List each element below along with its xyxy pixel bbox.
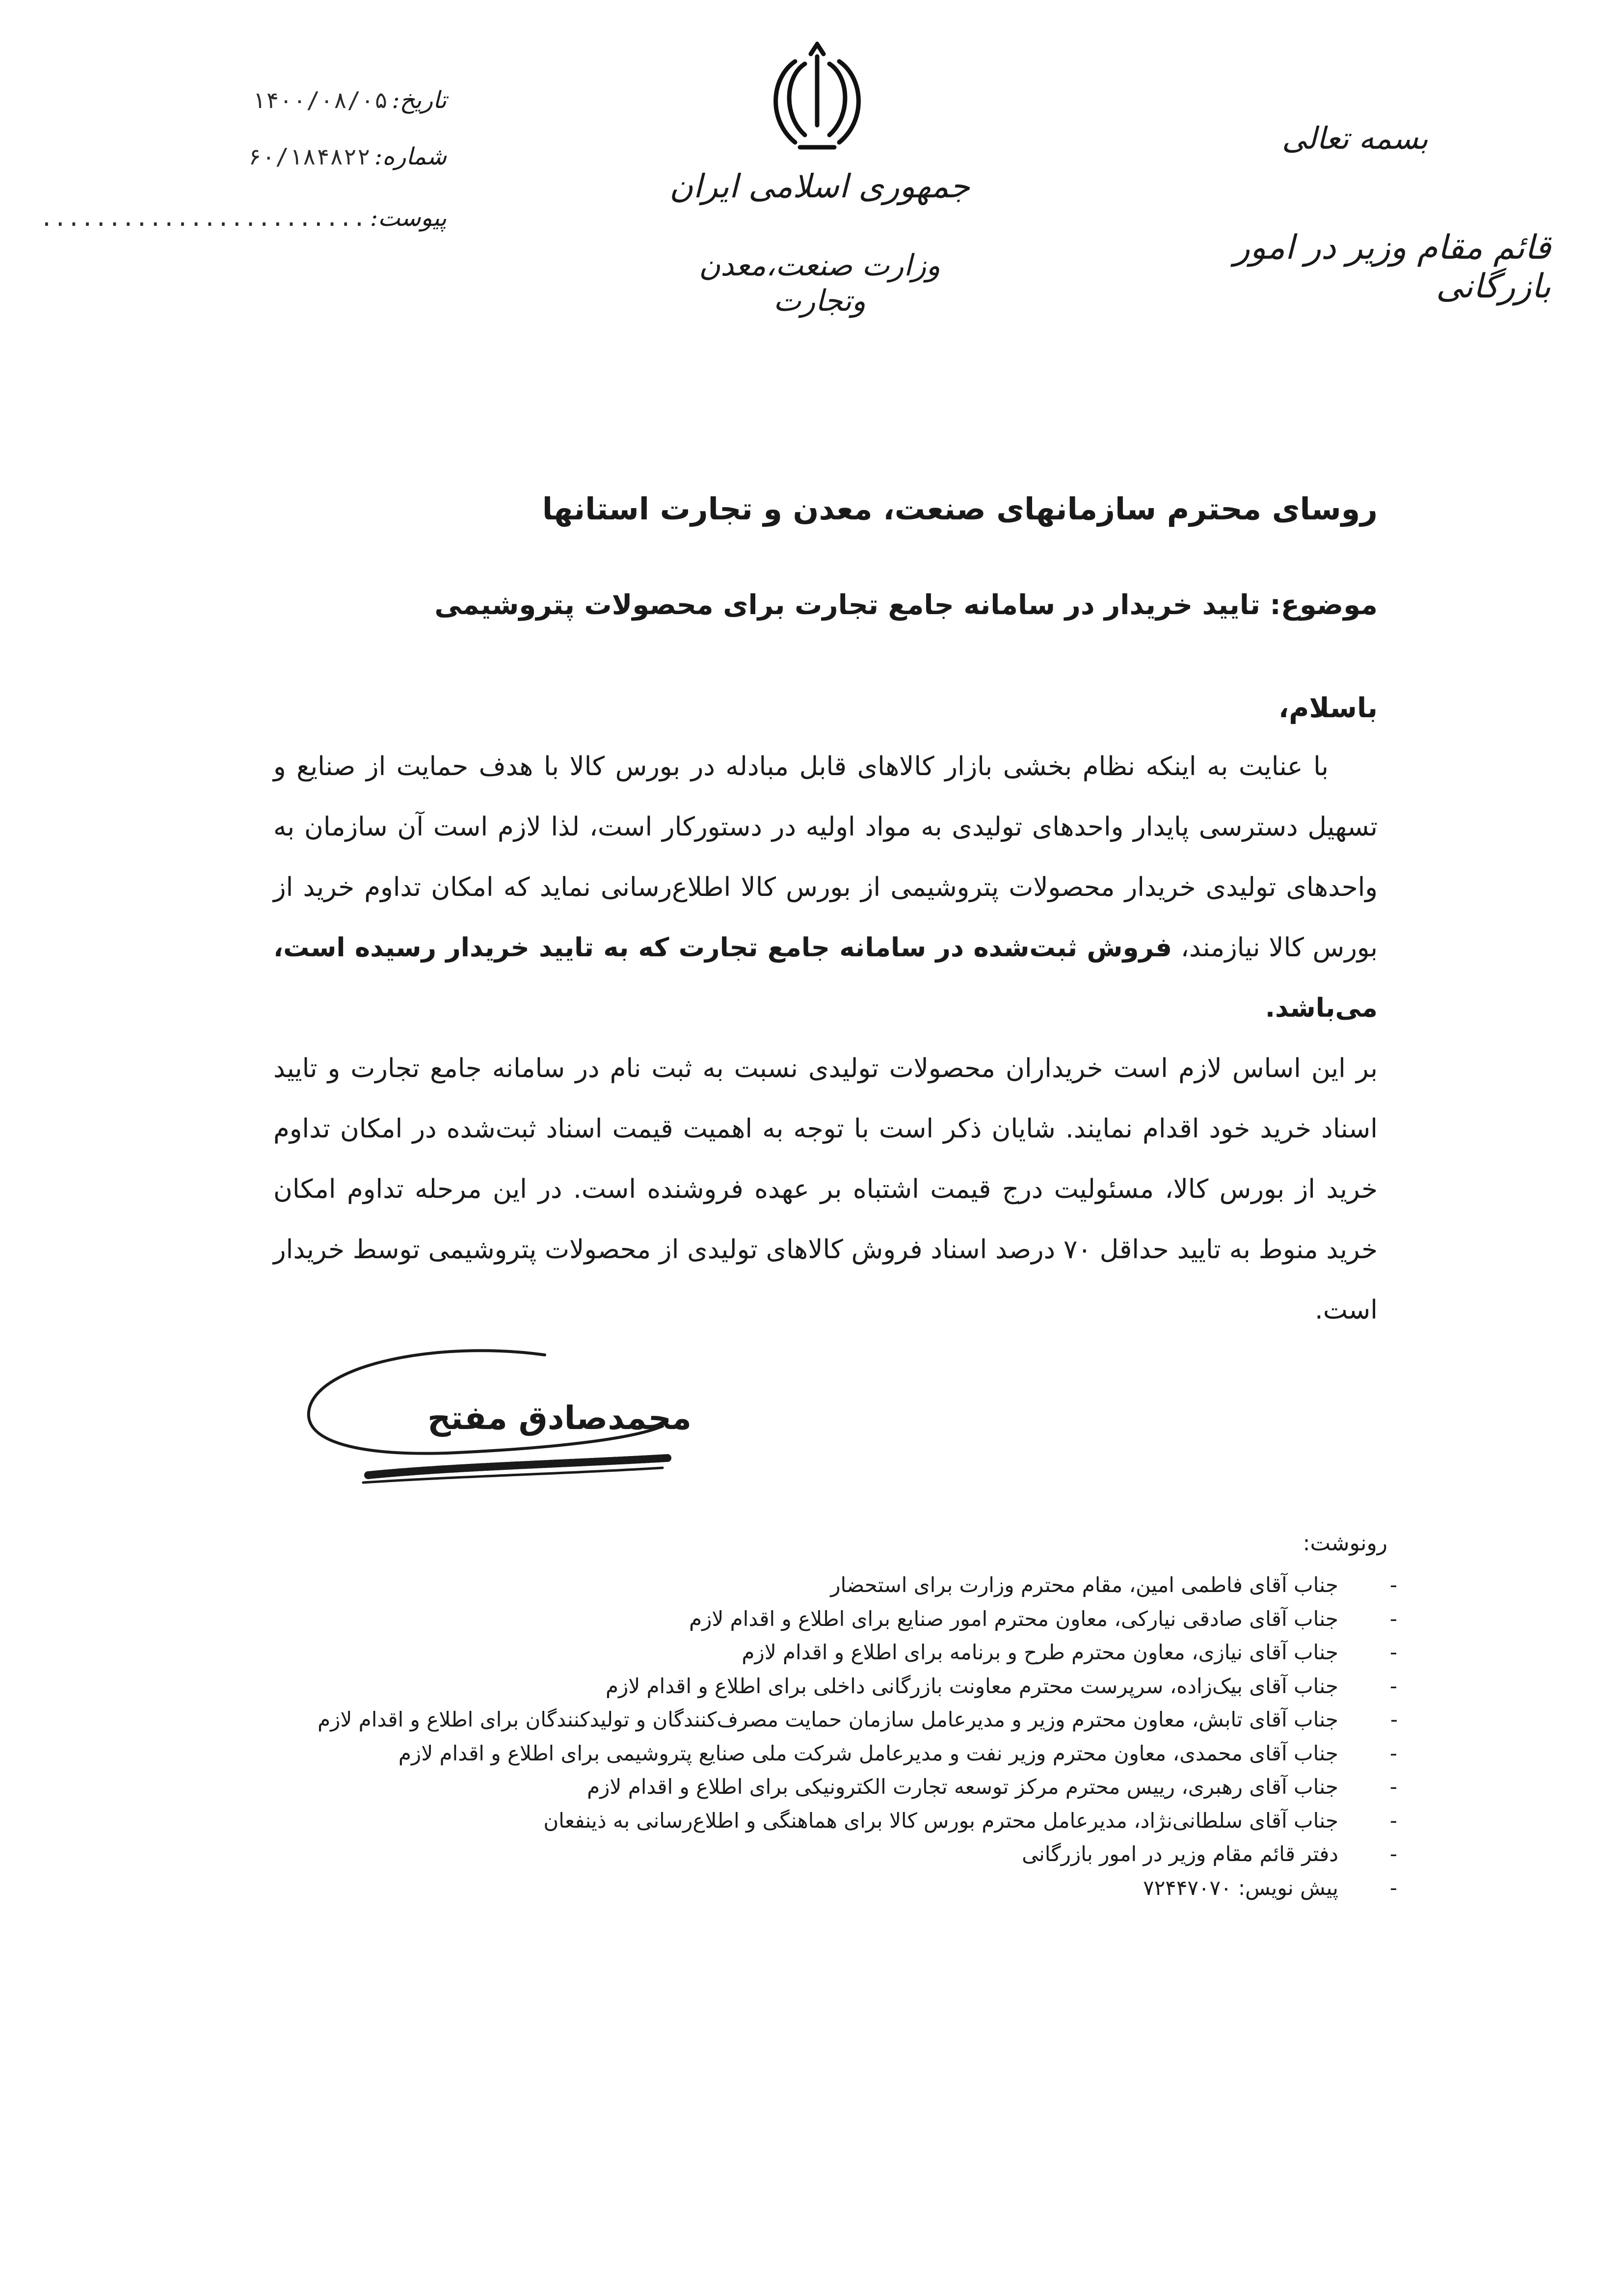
list-item: - جناب آقای بیک‌زاده، سرپرست محترم معاونت بازرگانی داخلی برای اطلاع و اقدام لازم [605, 1674, 1397, 1698]
bismillah: بسمه تعالی [1282, 120, 1428, 156]
ministry-title: وزارت صنعت،معدن وتجارت [698, 248, 941, 318]
iran-emblem-icon [766, 42, 869, 160]
copies-list [259, 1568, 1397, 1905]
date-value: ۱۴۰۰/۰۸/۰۵ [252, 87, 388, 113]
letter-body [273, 736, 1378, 1340]
list-item: - جناب آقای سلطانی‌نژاد، مدیرعامل محترم بورس کالا برای هماهنگی و اطلاع‌رسانی به ذینفعان [543, 1808, 1397, 1833]
attachment-label: پیوست: [370, 204, 447, 232]
republic-title: جمهوری اسلامی ایران [669, 167, 970, 205]
attachment-value: ........................ [40, 205, 366, 231]
office-title: قائم مقام وزیر در امور بازرگانی [1233, 228, 1551, 306]
copies-title: رونوشت: [1303, 1531, 1387, 1556]
list-item: - جناب آقای محمدی، معاون محترم وزیر نفت و مدیرعامل شرکت ملی صنایع پتروشیمی برای اطلاع و اقدام لازم [398, 1741, 1397, 1765]
list-item: - جناب آقای رهبری، رییس محترم مرکز توسعه تجارت الکترونیکی برای اطلاع و اقدام لازم [587, 1775, 1397, 1799]
subject-line: موضوع: تایید خریدار در سامانه جامع تجارت برای محصولات پتروشیمی [434, 589, 1378, 621]
paragraph-1-emphasis: فروش ثبت‌شده در سامانه جامع تجارت که به تایید خریدار رسیده است، می‌باشد. [273, 933, 1378, 1023]
number-value: ۶۰/۱۸۴۸۲۲ [248, 143, 371, 170]
date-field [103, 88, 447, 112]
number-field [103, 145, 447, 168]
list-item: - پیش نویس: ۷۲۴۴۷۰۷۰ [1143, 1875, 1397, 1900]
number-label: شماره: [374, 143, 447, 170]
list-item: - جناب آقای نیازی، معاون محترم طرح و برنامه برای اطلاع و اقدام لازم [742, 1640, 1397, 1664]
signer-name: محمدصادق مفتح [427, 1399, 692, 1437]
recipient-line: روسای محترم سازمانهای صنعت، معدن و تجارت استانها [542, 491, 1378, 527]
paragraph-2: بر این اساس لازم است خریداران محصولات تولیدی نسبت به ثبت نام در سامانه جامع تجارت و تایید اسناد خرید خود اقدام نمایند. شایان ذکر است با توجه به اهمیت قیمت اسناد ثبت‌شده در امکان تداوم خرید از بورس کالا، مسئولیت درج قیمت اشتباه بر عهده فروشنده است. در این مرحله تداوم امکان خرید منوط به تایید حداقل ۷۰ درصد اسناد فروش کالاهای تولیدی از محصولات پتروشیمی توسط خریدار است. [273, 1053, 1378, 1325]
list-item: - جناب آقای صادقی نیارکی، معاون محترم امور صنایع برای اطلاع و اقدام لازم [689, 1606, 1397, 1631]
list-item: - جناب آقای فاطمی امین، مقام محترم وزارت برای استحضار [830, 1573, 1397, 1597]
attachment-field [40, 204, 447, 232]
list-item: - دفتر قائم مقام وزیر در امور بازرگانی [1022, 1842, 1397, 1866]
list-item: - جناب آقای تابش، معاون محترم وزیر و مدیرعامل سازمان حمایت مصرف‌کنندگان و تولیدکنندگان برای اطلاع و اقدام لازم [318, 1707, 1397, 1731]
greeting: باسلام، [1278, 692, 1378, 724]
paragraph-1: با عنایت به اینکه نظام بخشی بازار کالاهای قابل مبادله در بورس کالا با هدف حمایت از صنایع و تسهیل دسترسی پایدار واحدهای تولیدی به مواد اولیه در دستورکار است، لذا لازم است آن سازمان به واحدهای تولیدی خریدار محصولات پتروشیمی از بورس کالا اطلاع‌رسانی نماید که امکان تداوم خرید از بورس کالا نیازمند، [273, 752, 1378, 963]
date-label: تاریخ: [392, 86, 447, 114]
